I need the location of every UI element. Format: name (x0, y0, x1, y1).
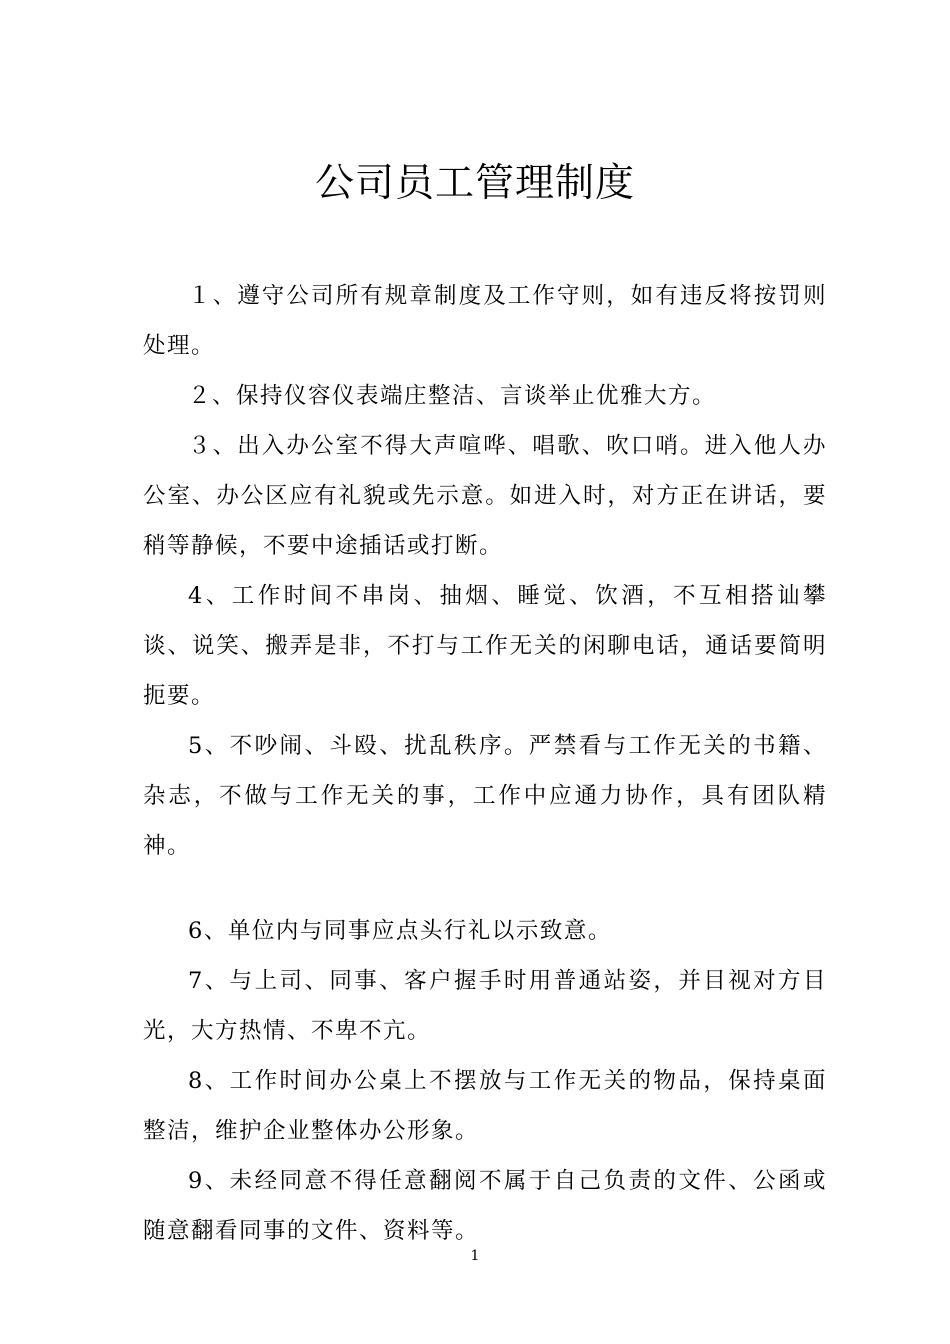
rule-paragraph-5: 5、不吵闹、斗殴、扰乱秩序。严禁看与工作无关的书籍、杂志，不做与工作无关的事，工作中应通力协作，具有团队精神。 (143, 733, 827, 859)
document-title: 公司员工管理制度 (314, 161, 635, 206)
rule-paragraph-1: １、遵守公司所有规章制度及工作守则，如有违反将按罚则处理。 (143, 283, 827, 359)
rule-paragraph-9: 9、未经同意不得任意翻阅不属于自己负责的文件、公函或随意翻看同事的文件、资料等。 (143, 1168, 827, 1244)
rule-paragraph-7: 7、与上司、同事、客户握手时用普通站姿，并目视对方目光，大方热情、不卑不亢。 (143, 968, 827, 1044)
document-body (143, 271, 827, 1256)
rule-paragraph-2: ２、保持仪容仪表端庄整洁、言谈举止优雅大方。 (188, 383, 717, 409)
rule-paragraph-3: ３、出入办公室不得大声喧哗、唱歌、吹口哨。进入他人办公室、办公区应有礼貌或先示意。如进入时，对方正在讲话，要稍等静候，不要中途插话或打断。 (143, 433, 827, 559)
rule-paragraph-8: 8、工作时间办公桌上不摆放与工作无关的物品，保持桌面整洁，维护企业整体办公形象。 (143, 1068, 827, 1144)
page-number: 1 (470, 1248, 480, 1264)
rule-paragraph-4: 4、工作时间不串岗、抽烟、睡觉、饮酒，不互相搭讪攀谈、说笑、搬弄是非，不打与工作无关的闲聊电话，通话要简明扼要。 (143, 583, 827, 709)
rule-paragraph-6: 6、单位内与同事应点头行礼以示致意。 (188, 918, 612, 944)
